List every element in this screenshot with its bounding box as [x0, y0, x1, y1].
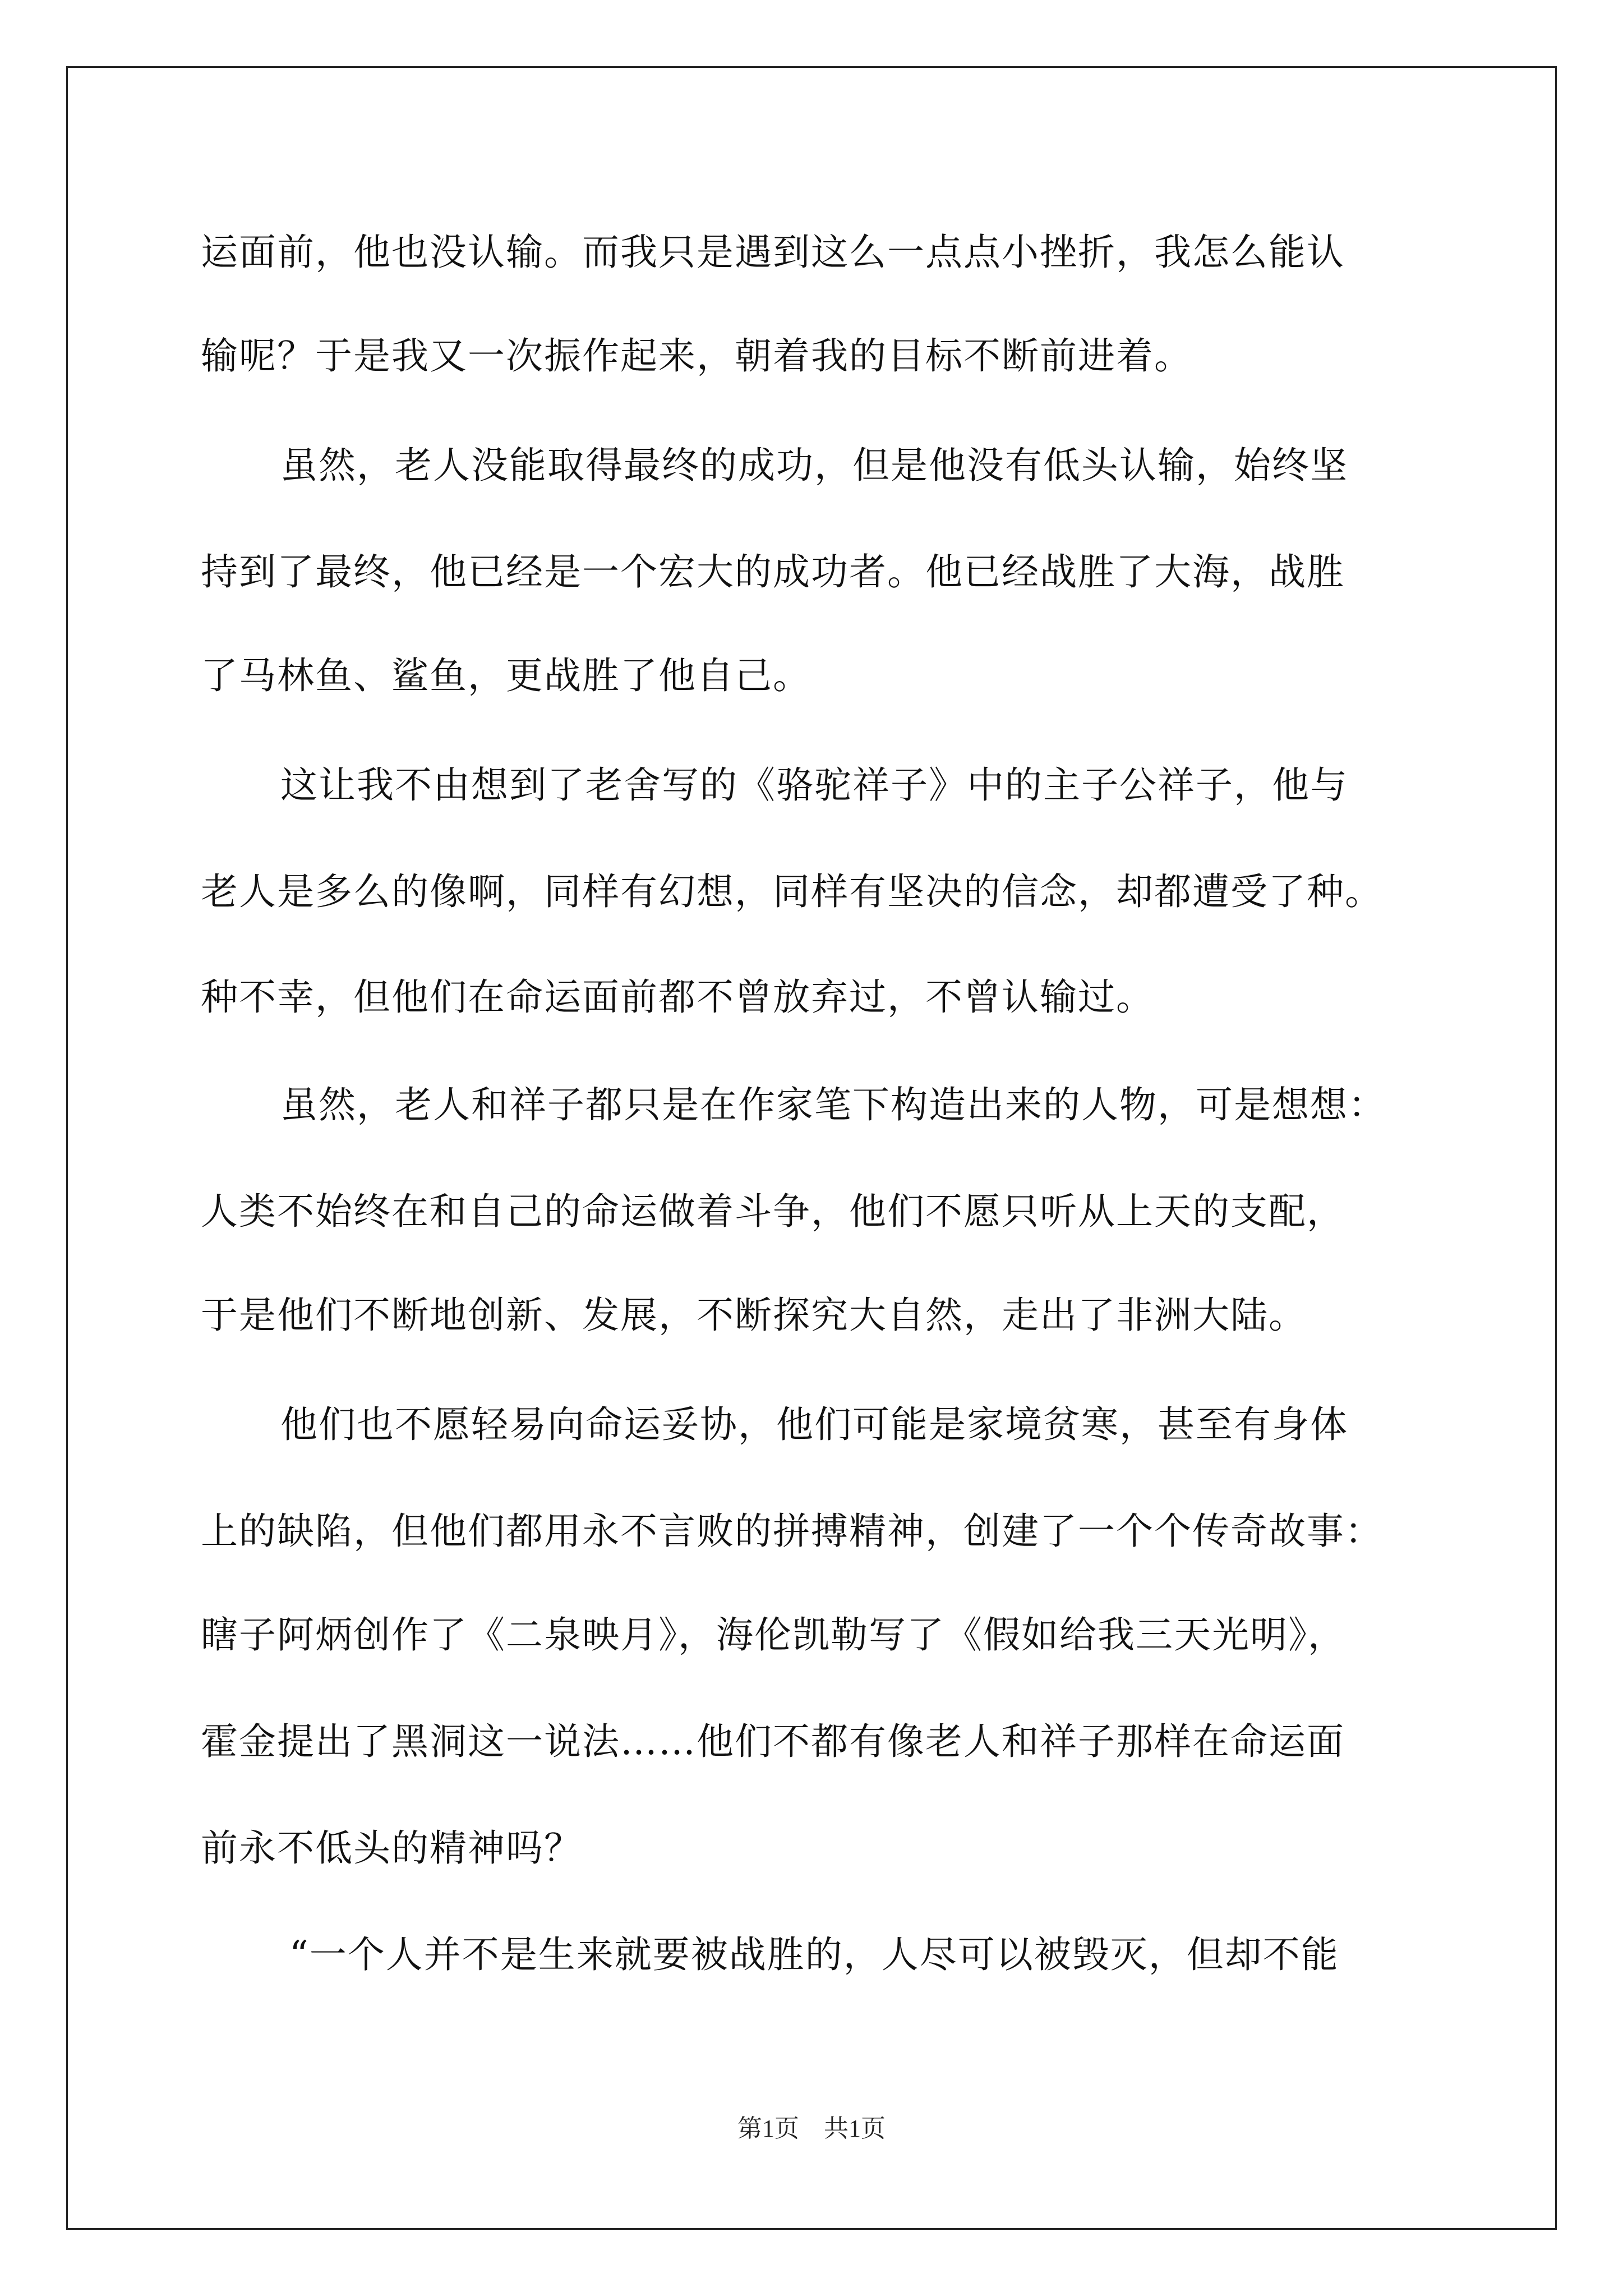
page-number-label: 第1页 共1页 [737, 2115, 886, 2142]
text-line: 老人是多么的像啊，同样有幻想，同样有坚决的信念，却都遭受了种。 [201, 870, 1383, 913]
text-line: 前永不低头的精神吗？ [201, 1826, 582, 1870]
text-line: 于是他们不断地创新、发展，不断探究大自然，走出了非洲大陆。 [201, 1294, 1307, 1337]
text-line: 瞎子阿炳创作了《二泉映月》，海伦凯勒写了《假如给我三天光明》， [201, 1613, 1346, 1657]
text-line: 了马林鱼、鲨鱼，更战胜了他自己。 [201, 654, 811, 697]
text-line: 种不幸，但他们在命运面前都不曾放弃过，不曾认输过。 [201, 976, 1154, 1019]
paragraph-first-line: 他们也不愿轻易向命运妥协，他们可能是家境贫寒，甚至有身体 [280, 1403, 1348, 1446]
quote-line: “一个人并不是生来就要被战胜的，人尽可以被毁灭，但却不能 [289, 1933, 1339, 1976]
text-line: 霍金提出了黑洞这一说法……他们不都有像老人和祥子那样在命运面 [201, 1720, 1345, 1763]
page-border [66, 66, 1557, 2230]
page-footer [0, 2112, 1623, 2146]
paragraph-first-line: 虽然，老人没能取得最终的成功，但是他没有低头认输，始终坚 [280, 444, 1348, 487]
paragraph-first-line: 虽然，老人和祥子都只是在作家笔下构造出来的人物，可是想想： [280, 1083, 1386, 1126]
text-line: 人类不始终在和自己的命运做着斗争，他们不愿只听从上天的支配， [201, 1190, 1345, 1233]
text-line: 输呢？于是我又一次振作起来，朝着我的目标不断前进着。 [201, 334, 1192, 378]
text-line: 运面前，他也没认输。而我只是遇到这么一点点小挫折，我怎么能认 [201, 231, 1345, 274]
paragraph-first-line: 这让我不由想到了老舍写的《骆驼祥子》中的主子公祥子，他与 [280, 763, 1348, 807]
text-line: 上的缺陷，但他们都用永不言败的拼搏精神，创建了一个个传奇故事： [201, 1510, 1383, 1553]
text-line: 持到了最终，他已经是一个宏大的成功者。他已经战胜了大海，战胜 [201, 550, 1345, 593]
